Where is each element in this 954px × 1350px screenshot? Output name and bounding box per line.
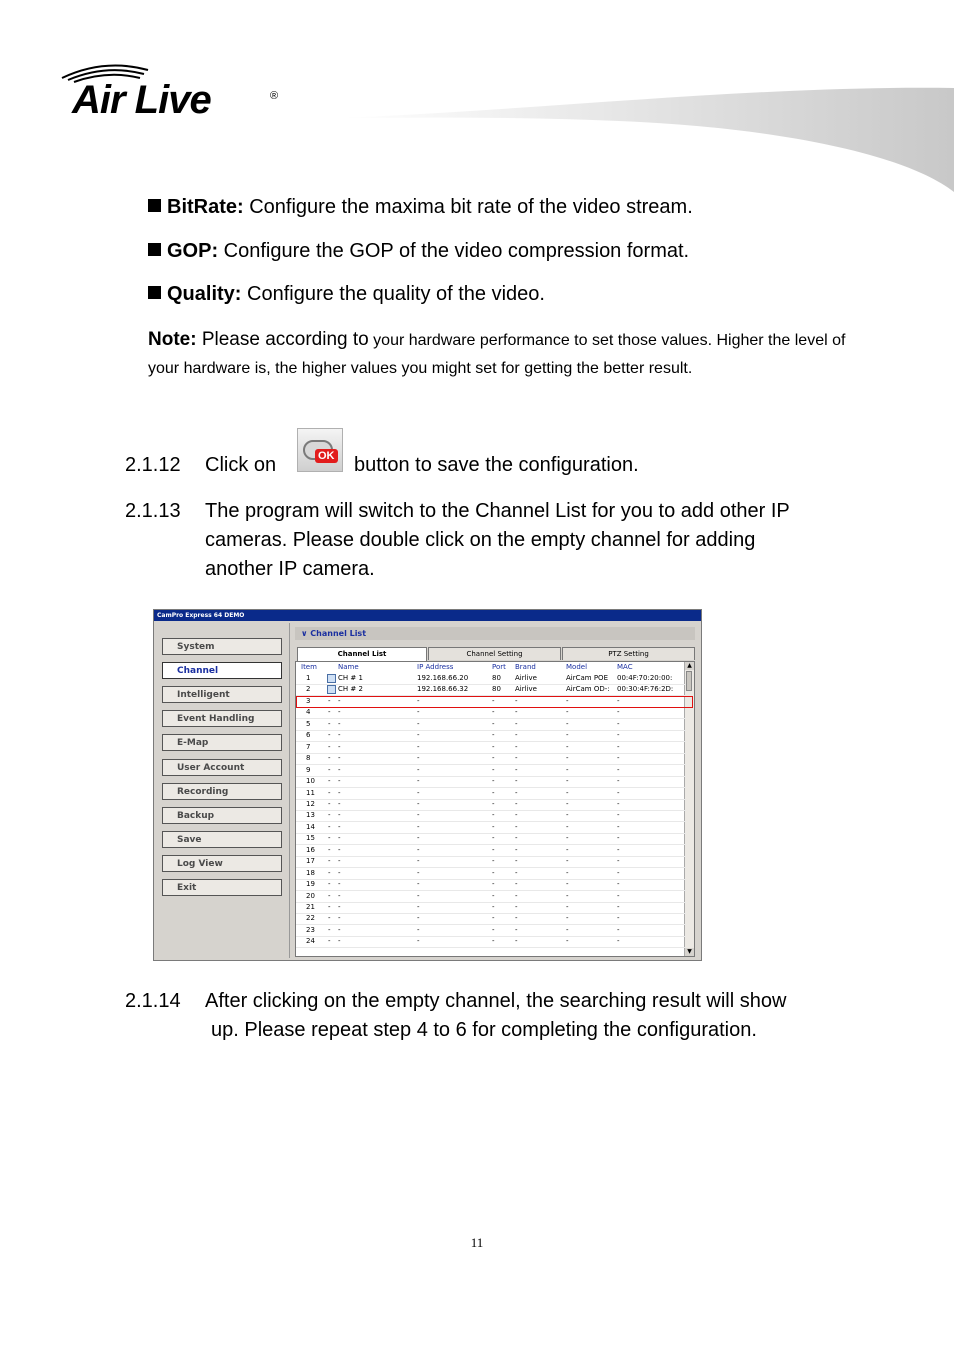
camera-icon xyxy=(327,674,336,683)
cell-brand: - xyxy=(515,742,518,751)
cell-mac: - xyxy=(617,914,620,923)
cell-model: - xyxy=(566,754,569,763)
cell-name: - xyxy=(338,868,341,877)
cell-mac: - xyxy=(617,891,620,900)
square-bullet-icon xyxy=(148,243,161,256)
column-header[interactable]: IP Address xyxy=(417,663,454,671)
cell-item: 9 xyxy=(306,765,311,774)
nav-button-log-view[interactable]: Log View xyxy=(162,855,282,872)
cell-icon-placeholder: - xyxy=(328,788,331,797)
table-row[interactable] xyxy=(296,753,686,765)
cell-icon-placeholder: - xyxy=(328,777,331,786)
table-row[interactable] xyxy=(296,913,686,925)
bullet-bitrate xyxy=(148,196,693,219)
cell-ip-address: - xyxy=(417,708,420,717)
table-row[interactable] xyxy=(296,925,686,937)
cell-port: - xyxy=(492,834,495,843)
column-header[interactable]: Model xyxy=(566,663,588,671)
cell-ip-address: - xyxy=(417,765,420,774)
cell-ip-address: - xyxy=(417,777,420,786)
cell-item: 17 xyxy=(306,857,315,866)
table-row[interactable] xyxy=(296,879,686,891)
table-row[interactable] xyxy=(296,822,686,834)
cell-name: - xyxy=(338,799,341,808)
cell-port: - xyxy=(492,765,495,774)
cell-icon-placeholder: - xyxy=(328,708,331,717)
cell-mac: - xyxy=(617,834,620,843)
cell-item: 7 xyxy=(306,742,311,751)
cell-mac: - xyxy=(617,811,620,820)
cell-model: - xyxy=(566,742,569,751)
bullet-text: Configure the GOP of the video compression format. xyxy=(218,240,690,262)
cell-ip-address: - xyxy=(417,799,420,808)
cell-name: - xyxy=(338,857,341,866)
square-bullet-icon xyxy=(148,199,161,212)
table-row[interactable] xyxy=(296,776,686,788)
cell-item: 21 xyxy=(306,903,315,911)
scroll-thumb[interactable] xyxy=(686,671,692,691)
bullet-label: Quality: xyxy=(167,283,242,305)
cell-ip-address: - xyxy=(417,811,420,820)
cell-ip-address: - xyxy=(417,891,420,900)
cell-mac: - xyxy=(617,937,620,946)
cell-icon-placeholder: - xyxy=(328,811,331,820)
cell-mac: - xyxy=(617,731,620,740)
cell-name: CH # 2 xyxy=(338,685,363,694)
cell-port: - xyxy=(492,868,495,877)
cell-model: - xyxy=(566,696,569,705)
step-line: cameras. Please double click on the empty channel for adding xyxy=(205,529,756,551)
table-row[interactable] xyxy=(296,856,686,868)
cell-model: - xyxy=(566,731,569,740)
cell-item: 14 xyxy=(306,822,315,831)
table-row[interactable] xyxy=(296,902,686,914)
page-number: 11 xyxy=(470,1235,484,1250)
cell-icon-placeholder: - xyxy=(328,891,331,900)
cell-item: 2 xyxy=(306,685,311,694)
cell-port: - xyxy=(492,937,495,946)
cell-mac: - xyxy=(617,857,620,866)
cell-brand: - xyxy=(515,891,518,900)
bullet-text: Configure the quality of the video. xyxy=(241,283,545,305)
cell-brand: Airlive xyxy=(515,674,537,682)
cell-item: 12 xyxy=(306,799,315,808)
cell-port: - xyxy=(492,925,495,934)
step-number: 2.1.13 xyxy=(125,500,181,522)
table-row[interactable] xyxy=(296,730,686,742)
cell-mac: - xyxy=(617,868,620,877)
step-2-1-14 xyxy=(125,987,786,1045)
cell-item: 11 xyxy=(306,788,315,797)
bullet-label: GOP: xyxy=(167,240,219,262)
table-row[interactable] xyxy=(296,845,686,857)
cell-name: - xyxy=(338,708,341,717)
cell-item: 16 xyxy=(306,845,315,854)
cell-brand: - xyxy=(515,914,518,923)
nav-button-e-map[interactable]: E-Map xyxy=(162,734,282,751)
cell-item: 13 xyxy=(306,811,315,820)
cell-mac: 00:4F:70:20:00: xyxy=(617,674,673,682)
step-2-1-12-after xyxy=(354,451,639,480)
scroll-down-icon[interactable]: ▼ xyxy=(685,948,694,956)
ok-label: OK xyxy=(315,449,338,463)
cell-ip-address: - xyxy=(417,731,420,740)
cell-brand: - xyxy=(515,857,518,866)
cell-model: - xyxy=(566,925,569,934)
cell-brand: - xyxy=(515,777,518,786)
cell-mac: 00:30:4F:76:2D: xyxy=(617,685,674,694)
cell-ip-address: - xyxy=(417,788,420,797)
cell-brand: Airlive xyxy=(515,685,537,694)
cell-name: - xyxy=(338,811,341,820)
header-swoosh xyxy=(340,80,954,195)
cell-ip-address: - xyxy=(417,857,420,866)
empty-channel-highlight xyxy=(296,696,693,708)
table-row[interactable] xyxy=(296,765,686,777)
channel-list-screenshot xyxy=(153,609,702,961)
cell-model: - xyxy=(566,914,569,923)
cell-icon-placeholder: - xyxy=(328,696,331,705)
table-row[interactable] xyxy=(296,788,686,800)
cell-icon-placeholder: - xyxy=(328,765,331,774)
cell-ip-address: - xyxy=(417,868,420,877)
cell-mac: - xyxy=(617,880,620,889)
cell-model: - xyxy=(566,891,569,900)
cell-port: - xyxy=(492,891,495,900)
cell-ip-address: - xyxy=(417,880,420,889)
cell-item: 4 xyxy=(306,708,311,717)
cell-name: - xyxy=(338,731,341,740)
cell-icon-placeholder: - xyxy=(328,754,331,763)
cell-name: - xyxy=(338,765,341,774)
nav-button-user-account[interactable]: User Account xyxy=(162,759,282,776)
cell-ip-address: - xyxy=(417,914,420,923)
cell-item: 20 xyxy=(306,891,315,900)
cell-port: - xyxy=(492,708,495,717)
cell-model: - xyxy=(566,788,569,797)
cell-brand: - xyxy=(515,822,518,831)
cell-mac: - xyxy=(617,777,620,786)
cell-mac: - xyxy=(617,696,620,705)
nav-button-backup[interactable]: Backup xyxy=(162,807,282,824)
cell-model: - xyxy=(566,845,569,854)
cell-model: - xyxy=(566,777,569,786)
cell-item: 8 xyxy=(306,754,311,763)
cell-icon-placeholder: - xyxy=(328,834,331,843)
cell-model: - xyxy=(566,708,569,717)
cell-brand: - xyxy=(515,696,518,705)
cell-brand: - xyxy=(515,925,518,934)
note-paragraph xyxy=(148,326,868,383)
table-row[interactable] xyxy=(296,833,686,845)
cell-ip-address: - xyxy=(417,696,420,705)
cell-model: - xyxy=(566,834,569,843)
step-number: 2.1.14 xyxy=(125,990,181,1012)
cell-model: - xyxy=(566,937,569,946)
table-row[interactable] xyxy=(296,707,686,719)
column-header[interactable]: Brand xyxy=(515,663,536,671)
chevron-down-icon: ∨ xyxy=(301,629,311,638)
cell-item: 5 xyxy=(306,719,311,728)
cell-brand: - xyxy=(515,903,518,911)
cell-port: - xyxy=(492,914,495,923)
cell-brand: - xyxy=(515,719,518,728)
cell-port: - xyxy=(492,719,495,728)
table-row[interactable] xyxy=(296,891,686,903)
cell-mac: - xyxy=(617,822,620,831)
cell-port: - xyxy=(492,880,495,889)
cell-model: AirCam POE xyxy=(566,674,608,682)
cell-port: - xyxy=(492,742,495,751)
cell-ip-address: - xyxy=(417,845,420,854)
cell-item: 24 xyxy=(306,937,315,946)
cell-brand: - xyxy=(515,788,518,797)
cell-mac: - xyxy=(617,903,620,911)
cell-item: 6 xyxy=(306,731,311,740)
cell-brand: - xyxy=(515,754,518,763)
step-2-1-13 xyxy=(125,497,790,584)
cell-ip-address: 192.168.66.32 xyxy=(417,685,469,694)
cell-name: - xyxy=(338,696,341,705)
cell-ip-address: - xyxy=(417,903,420,911)
cell-brand: - xyxy=(515,811,518,820)
cell-name: - xyxy=(338,845,341,854)
cell-name: - xyxy=(338,880,341,889)
table-row[interactable] xyxy=(296,719,686,731)
column-header[interactable]: Item xyxy=(301,663,317,671)
cell-mac: - xyxy=(617,765,620,774)
cell-mac: - xyxy=(617,754,620,763)
cell-brand: - xyxy=(515,868,518,877)
column-header[interactable]: Name xyxy=(338,663,359,671)
nav-button-event-handling[interactable]: Event Handling xyxy=(162,710,282,727)
cell-brand: - xyxy=(515,834,518,843)
cell-model: - xyxy=(566,903,569,911)
cell-ip-address: - xyxy=(417,719,420,728)
cell-mac: - xyxy=(617,742,620,751)
bullet-quality xyxy=(148,283,545,306)
panel-title-text: Channel List xyxy=(310,629,367,638)
cell-port: - xyxy=(492,777,495,786)
nav-button-intelligent[interactable]: Intelligent xyxy=(162,686,282,703)
tab-channel-list[interactable]: Channel List xyxy=(297,647,427,661)
column-header[interactable]: Port xyxy=(492,663,506,671)
nav-button-save[interactable]: Save xyxy=(162,831,282,848)
cell-icon-placeholder: - xyxy=(328,914,331,923)
bullet-gop xyxy=(148,240,689,263)
cell-icon-placeholder: - xyxy=(328,845,331,854)
step-2-1-12 xyxy=(125,451,276,480)
cell-brand: - xyxy=(515,731,518,740)
cell-port: - xyxy=(492,822,495,831)
cell-icon-placeholder: - xyxy=(328,868,331,877)
cell-ip-address: - xyxy=(417,937,420,946)
cell-model: - xyxy=(566,857,569,866)
bullet-label: BitRate: xyxy=(167,196,244,218)
cell-mac: - xyxy=(617,719,620,728)
cell-icon-placeholder: - xyxy=(328,822,331,831)
cell-icon-placeholder: - xyxy=(328,925,331,934)
cell-port: - xyxy=(492,845,495,854)
scroll-up-icon[interactable]: ▲ xyxy=(685,662,694,670)
nav-button-system[interactable]: System xyxy=(162,638,282,655)
logo-wordmark: Air Live xyxy=(72,78,211,122)
table-header xyxy=(296,662,686,672)
step-number: 2.1.12 xyxy=(125,454,181,476)
cell-name: - xyxy=(338,891,341,900)
step-text-after: button to save the configuration. xyxy=(354,454,639,476)
nav-sidebar xyxy=(156,623,290,958)
cell-model: - xyxy=(566,719,569,728)
cell-item: 15 xyxy=(306,834,315,843)
cell-name: - xyxy=(338,903,341,911)
ok-save-button[interactable] xyxy=(297,428,343,472)
cell-item: 23 xyxy=(306,925,315,934)
cell-port: - xyxy=(492,857,495,866)
cell-port: - xyxy=(492,799,495,808)
note-label: Note: xyxy=(148,329,197,350)
cell-brand: - xyxy=(515,799,518,808)
note-text: your hardware performance to set those values. Higher the level of your hardware is, the higher values you might set for getting the better result. xyxy=(148,332,846,377)
cell-item: 18 xyxy=(306,868,315,877)
tab-ptz-setting[interactable]: PTZ Setting xyxy=(562,647,695,660)
cell-port: - xyxy=(492,903,495,911)
cell-icon-placeholder: - xyxy=(328,731,331,740)
cell-mac: - xyxy=(617,708,620,717)
cell-ip-address: - xyxy=(417,754,420,763)
cell-brand: - xyxy=(515,708,518,717)
cell-item: 10 xyxy=(306,777,315,786)
cell-model: AirCam OD-: xyxy=(566,685,610,694)
cell-port: - xyxy=(492,811,495,820)
cell-ip-address: - xyxy=(417,822,420,831)
cell-name: - xyxy=(338,925,341,934)
step-line: The program will switch to the Channel List for you to add other IP xyxy=(205,500,790,522)
step-line: After clicking on the empty channel, the searching result will show xyxy=(205,990,787,1012)
cell-model: - xyxy=(566,822,569,831)
cell-port: 80 xyxy=(492,685,501,694)
table-row[interactable] xyxy=(296,936,686,948)
cell-mac: - xyxy=(617,788,620,797)
cell-model: - xyxy=(566,868,569,877)
cell-name: - xyxy=(338,777,341,786)
cell-brand: - xyxy=(515,765,518,774)
cell-brand: - xyxy=(515,937,518,946)
cell-name: - xyxy=(338,834,341,843)
cell-model: - xyxy=(566,799,569,808)
column-header[interactable]: MAC xyxy=(617,663,633,671)
cell-port: - xyxy=(492,788,495,797)
square-bullet-icon xyxy=(148,286,161,299)
table-row[interactable] xyxy=(296,810,686,822)
cell-name: - xyxy=(338,914,341,923)
table-row[interactable] xyxy=(296,799,686,811)
cell-port: - xyxy=(492,696,495,705)
step-line: another IP camera. xyxy=(205,558,375,580)
tab-channel-setting[interactable]: Channel Setting xyxy=(428,647,561,660)
camera-icon xyxy=(327,685,336,694)
cell-name: - xyxy=(338,742,341,751)
note-lead: Please according to xyxy=(196,329,369,350)
cell-port: 80 xyxy=(492,674,501,682)
cell-model: - xyxy=(566,880,569,889)
cell-mac: - xyxy=(617,799,620,808)
cell-model: - xyxy=(566,765,569,774)
cell-icon-placeholder: - xyxy=(328,857,331,866)
cell-ip-address: - xyxy=(417,834,420,843)
cell-item: 22 xyxy=(306,914,315,923)
table-row[interactable] xyxy=(296,742,686,754)
nav-button-exit[interactable]: Exit xyxy=(162,879,282,896)
cell-brand: - xyxy=(515,880,518,889)
cell-port: - xyxy=(492,731,495,740)
cell-name: - xyxy=(338,754,341,763)
nav-button-channel[interactable]: Channel xyxy=(162,662,282,679)
cell-icon-placeholder: - xyxy=(328,799,331,808)
channel-panel xyxy=(291,623,699,959)
cell-ip-address: - xyxy=(417,742,420,751)
cell-model: - xyxy=(566,811,569,820)
cell-port: - xyxy=(492,754,495,763)
nav-button-recording[interactable]: Recording xyxy=(162,783,282,800)
cell-item: 1 xyxy=(306,674,311,682)
cell-name: - xyxy=(338,937,341,946)
cell-name: - xyxy=(338,788,341,797)
cell-item: 3 xyxy=(306,696,311,705)
cell-brand: - xyxy=(515,845,518,854)
cell-item: 19 xyxy=(306,880,315,889)
cell-icon-placeholder: - xyxy=(328,719,331,728)
cell-icon-placeholder: - xyxy=(328,937,331,946)
cell-icon-placeholder: - xyxy=(328,742,331,751)
airlive-logo xyxy=(56,60,286,124)
window-title: CamPro Express 64 DEMO xyxy=(154,610,701,621)
cell-ip-address: 192.168.66.20 xyxy=(417,674,469,682)
registered-mark: ® xyxy=(270,90,279,102)
cell-mac: - xyxy=(617,845,620,854)
cell-name: - xyxy=(338,822,341,831)
table-row[interactable] xyxy=(296,684,686,696)
table-row[interactable] xyxy=(296,673,686,685)
cell-ip-address: - xyxy=(417,925,420,934)
cell-mac: - xyxy=(617,925,620,934)
cell-name: - xyxy=(338,719,341,728)
table-row[interactable] xyxy=(296,868,686,880)
step-text-before: Click on xyxy=(205,454,277,476)
cell-icon-placeholder: - xyxy=(328,903,331,911)
cell-name: CH # 1 xyxy=(338,674,363,682)
step-line: up. Please repeat step 4 to 6 for completing the configuration. xyxy=(211,1019,757,1041)
bullet-text: Configure the maxima bit rate of the video stream. xyxy=(243,196,693,218)
cell-icon-placeholder: - xyxy=(328,880,331,889)
panel-title xyxy=(295,627,695,640)
